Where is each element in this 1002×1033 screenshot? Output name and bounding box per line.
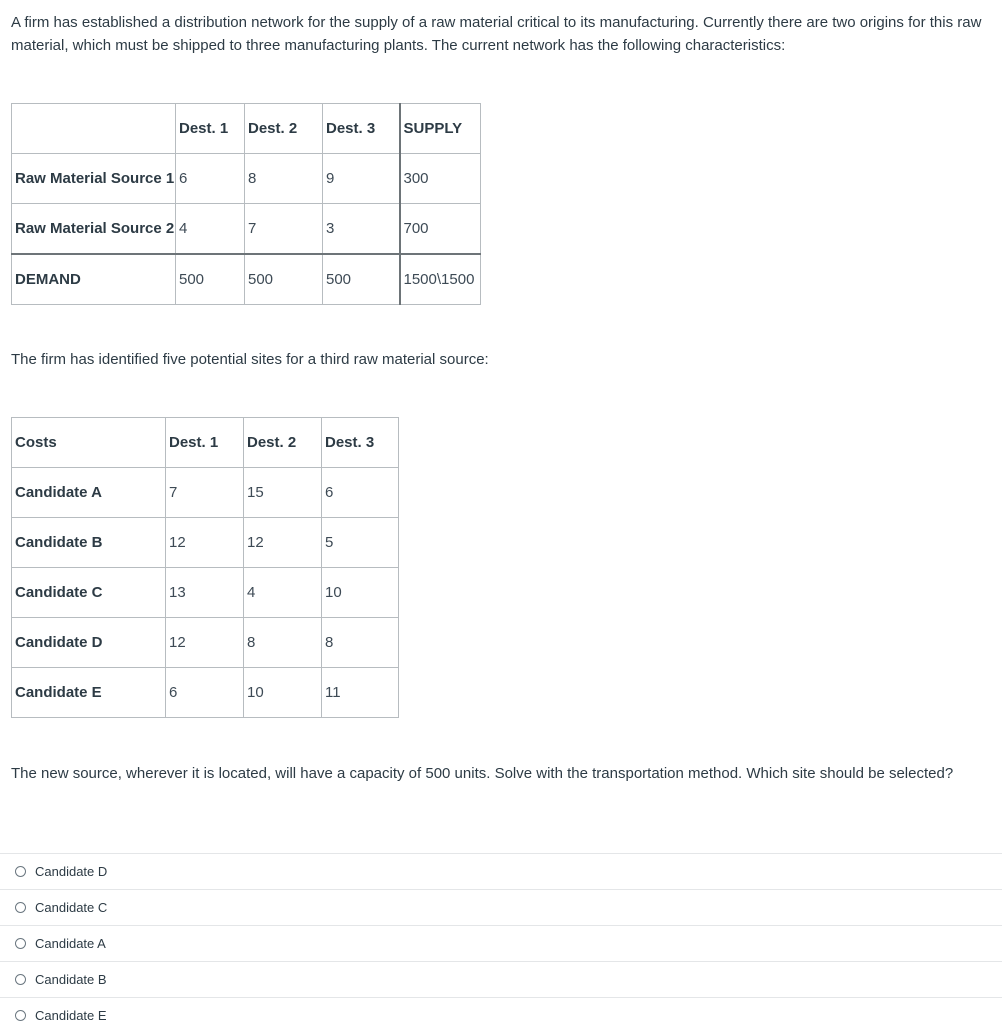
cell: 500 <box>176 254 245 305</box>
option-candidate-e[interactable] <box>0 997 1002 1033</box>
radio-button[interactable] <box>15 902 26 913</box>
radio-button[interactable] <box>15 1010 26 1021</box>
header-dest-2: Dest. 2 <box>244 418 322 468</box>
candidate-intro: The firm has identified five potential sites for a third raw material source: <box>11 351 489 368</box>
header-dest-2: Dest. 2 <box>245 104 323 154</box>
option-candidate-d[interactable] <box>0 853 1002 889</box>
cell: 7 <box>166 468 244 518</box>
cell: 7 <box>245 204 323 255</box>
table-row <box>12 154 481 204</box>
table-row <box>12 668 399 718</box>
question-intro: A firm has established a distribution network for the supply of a raw material critical to its manufacturing. Currently there are two origins for this raw material, which must be shipped to three manufacturing plants. The current network has the following characteristics: <box>11 14 982 54</box>
header-costs: Costs <box>12 418 166 468</box>
table-row <box>12 568 399 618</box>
cell: 10 <box>322 568 399 618</box>
cell: 6 <box>322 468 399 518</box>
option-label: Candidate B <box>35 972 107 987</box>
option-label: Candidate A <box>35 936 106 951</box>
table-header-row <box>12 104 481 154</box>
radio-button[interactable] <box>15 938 26 949</box>
cell: 12 <box>166 518 244 568</box>
radio-button[interactable] <box>15 866 26 877</box>
header-dest-3: Dest. 3 <box>322 418 399 468</box>
row-label: Candidate A <box>12 468 166 518</box>
demand-row <box>12 254 481 305</box>
option-label: Candidate E <box>35 1008 107 1023</box>
candidate-costs-table <box>11 417 399 718</box>
answer-options <box>0 853 1002 1033</box>
row-label: Raw Material Source 1 <box>12 154 176 204</box>
table-row <box>12 618 399 668</box>
table-row <box>12 518 399 568</box>
supply-cell: 700 <box>400 204 481 255</box>
cell: 10 <box>244 668 322 718</box>
row-label: Candidate B <box>12 518 166 568</box>
cell: 6 <box>176 154 245 204</box>
option-candidate-a[interactable] <box>0 925 1002 961</box>
cell: 15 <box>244 468 322 518</box>
cell: 6 <box>166 668 244 718</box>
option-candidate-b[interactable] <box>0 961 1002 997</box>
row-label: DEMAND <box>12 254 176 305</box>
header-dest-1: Dest. 1 <box>166 418 244 468</box>
cell: 12 <box>244 518 322 568</box>
question-text: The new source, wherever it is located, will have a capacity of 500 units. Solve with the transportation method. Which site should be selected? <box>11 765 954 782</box>
header-dest-1: Dest. 1 <box>176 104 245 154</box>
corner-cell <box>12 104 176 154</box>
cell: 4 <box>244 568 322 618</box>
cell: 8 <box>322 618 399 668</box>
table-row <box>12 468 399 518</box>
supply-cell: 300 <box>400 154 481 204</box>
cell: 3 <box>323 204 400 255</box>
cell: 500 <box>323 254 400 305</box>
cell: 12 <box>166 618 244 668</box>
current-network-table <box>11 103 481 305</box>
radio-button[interactable] <box>15 974 26 985</box>
cell: 8 <box>244 618 322 668</box>
cell: 9 <box>323 154 400 204</box>
option-label: Candidate C <box>35 900 108 915</box>
table-row <box>12 204 481 255</box>
row-label: Raw Material Source 2 <box>12 204 176 255</box>
row-label: Candidate C <box>12 568 166 618</box>
row-label: Candidate D <box>12 618 166 668</box>
cell: 11 <box>322 668 399 718</box>
row-label: Candidate E <box>12 668 166 718</box>
header-dest-3: Dest. 3 <box>323 104 400 154</box>
cell: 500 <box>245 254 323 305</box>
option-candidate-c[interactable] <box>0 889 1002 925</box>
header-supply: SUPPLY <box>400 104 481 154</box>
table-header-row <box>12 418 399 468</box>
cell: 5 <box>322 518 399 568</box>
cell: 4 <box>176 204 245 255</box>
cell: 8 <box>245 154 323 204</box>
cell: 13 <box>166 568 244 618</box>
option-label: Candidate D <box>35 864 108 879</box>
total-cell: 1500\1500 <box>400 254 481 305</box>
